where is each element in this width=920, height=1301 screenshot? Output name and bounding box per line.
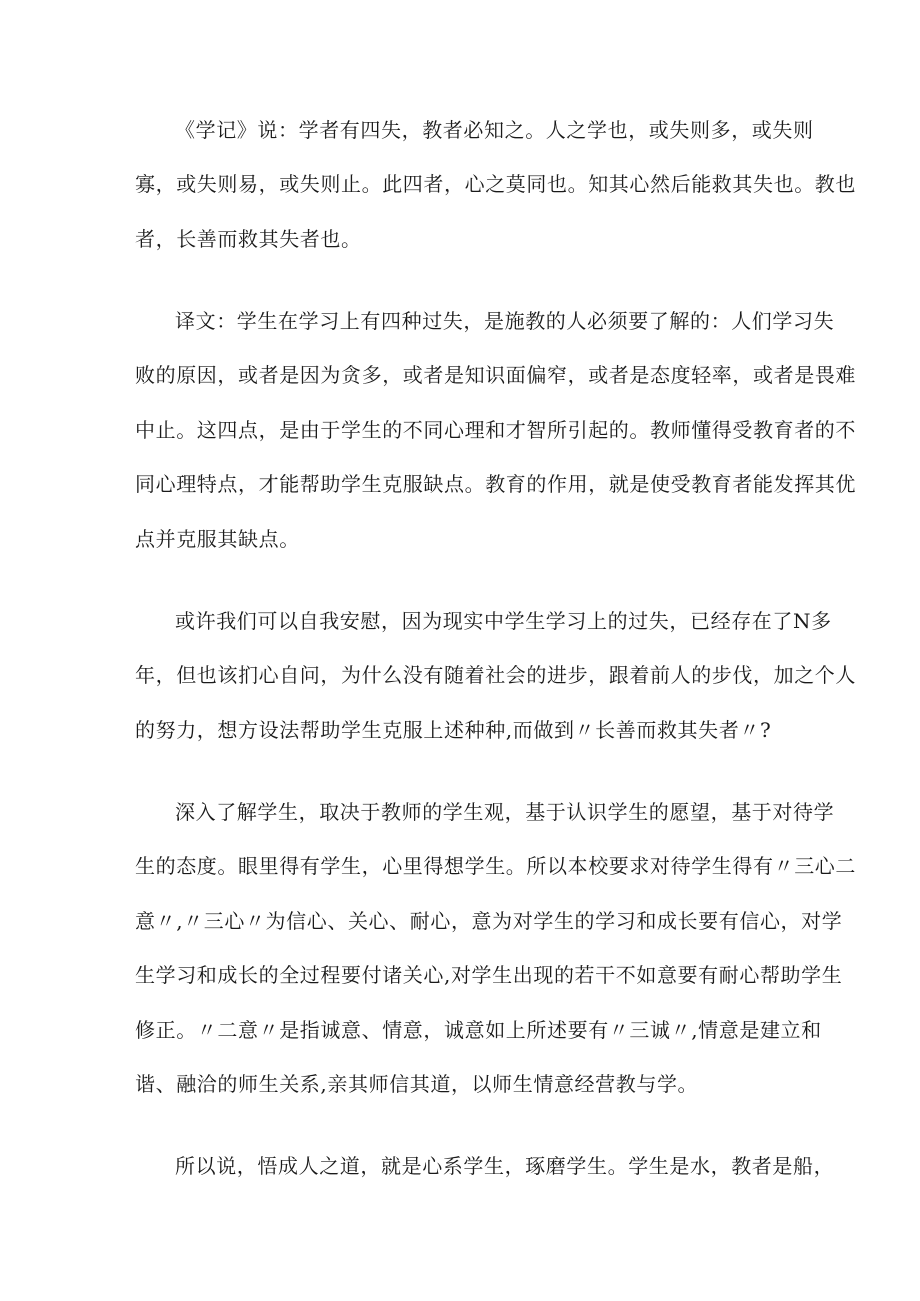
- paragraph-4-line-5: 修正。〃二意〃是指诚意、情意，诚意如上所述要有〃三诚〃,情意是建立和: [135, 1018, 822, 1042]
- paragraph-4-line-4: 生学习和成长的全过程要付诸关心,对学生出现的若干不如意要有耐心帮助学生: [135, 963, 843, 987]
- paragraph-5-line-1: 所以说，悟成人之道，就是心系学生，琢磨学生。学生是水，教者是船，: [175, 1154, 835, 1178]
- paragraph-2-line-3: 中止。这四点，是由于学生的不同心理和才智所引起的。教师懂得受教育者的不: [135, 418, 856, 442]
- paragraph-2-line-2: 败的原因，或者是因为贪多，或者是知识面偏窄，或者是态度轻率，或者是畏难: [135, 363, 856, 387]
- paragraph-4-line-2: 生的态度。眼里得有学生，心里得想学生。所以本校要求对待学生得有〃三心二: [135, 854, 856, 878]
- paragraph-4-line-1: 深入了解学生，取决于教师的学生观，基于认识学生的愿望，基于对待学: [175, 800, 835, 824]
- paragraph-4-line-3: 意〃,〃三心〃为信心、关心、耐心，意为对学生的学习和成长要有信心，对学: [135, 909, 843, 933]
- paragraph-1-line-1: 《学记》说：学者有四失，教者必知之。人之学也，或失则多，或失则: [175, 118, 814, 142]
- paragraph-1-line-3: 者，长善而救其失者也。: [135, 227, 362, 251]
- paragraph-2-line-5: 点并克服其缺点。: [135, 527, 300, 551]
- paragraph-3-line-3: 的努力，想方设法帮助学生克服上述种种,而做到〃长善而救其失者〃?: [135, 718, 772, 742]
- paragraph-3-line-2: 年，但也该扪心自问，为什么没有随着社会的进步，跟着前人的步伐，加之个人: [135, 663, 856, 687]
- paragraph-3-line-1: 或许我们可以自我安慰，因为现实中学生学习上的过失，已经存在了N多: [175, 609, 832, 633]
- paragraph-1-line-2: 寡，或失则易，或失则止。此四者，心之莫同也。知其心然后能救其失也。教也: [135, 172, 856, 196]
- paragraph-2-line-1: 译文：学生在学习上有四种过失，是施教的人必须要了解的：人们学习失: [175, 309, 835, 333]
- paragraph-4-line-6: 谐、融洽的师生关系,亲其师信其道，以师生情意经营教与学。: [135, 1072, 699, 1096]
- paragraph-2-line-4: 同心理特点，才能帮助学生克服缺点。教育的作用，就是使受教育者能发挥其优: [135, 472, 856, 496]
